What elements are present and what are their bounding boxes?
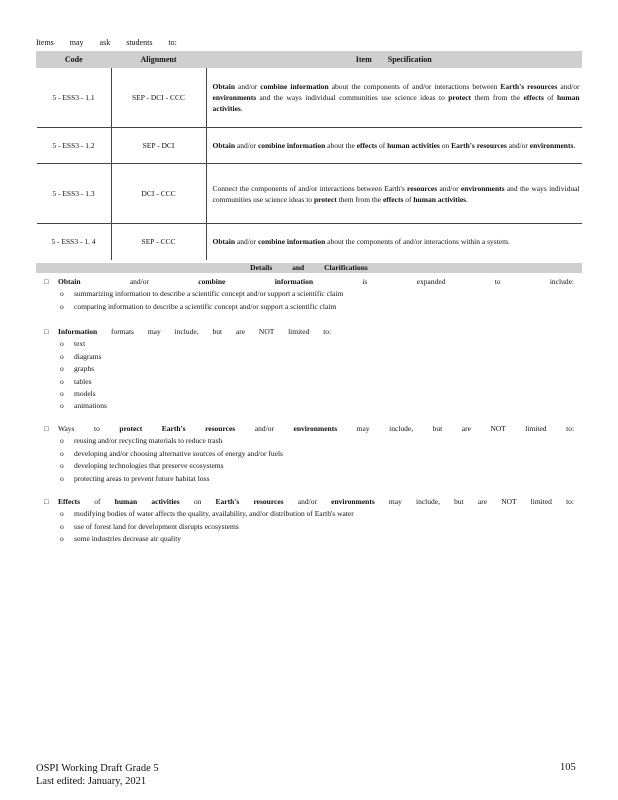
section-list — [44, 435, 574, 485]
row-alignment: SEP - DCI — [111, 128, 206, 164]
alignment-header: Alignment — [111, 52, 206, 68]
circle-bullet-icon: o — [60, 521, 64, 531]
circle-bullet-icon: o — [60, 534, 64, 544]
list-item: o modifying bodies of water affects the quality, availability, and/or distribution of Earth's water — [60, 508, 574, 520]
list-item: o developing technologies that preserve ecosystems — [60, 460, 574, 472]
list-item: o animations — [60, 400, 574, 412]
circle-bullet-icon: o — [60, 473, 64, 483]
section-list — [44, 508, 574, 545]
row-alignment: DCI - CCC — [111, 164, 206, 224]
circle-bullet-icon: o — [60, 436, 64, 446]
section-obtain — [44, 276, 574, 313]
list-item: o some industries decrease air quality — [60, 533, 574, 545]
list-item: o reusing and/or recycling materials to reduce trash — [60, 435, 574, 447]
section-ways-to-protect — [44, 423, 574, 485]
intro-text: Items may ask students to: — [36, 38, 177, 47]
row-alignment: SEP - DCI - CCC — [111, 68, 206, 128]
row-spec: Obtain and/or combine information about the components of and/or interactions within a system. — [212, 237, 510, 247]
section-head: □ Obtain and/or combine information is expanded to include: — [44, 276, 574, 288]
table-row — [37, 164, 582, 224]
list-item: o models — [60, 388, 574, 400]
checkbox-bullet-icon: □ — [44, 277, 49, 286]
list-item: o graphs — [60, 363, 574, 375]
circle-bullet-icon: o — [60, 364, 64, 374]
circle-bullet-icon: o — [60, 389, 64, 399]
item-spec-table — [36, 51, 582, 260]
row-spec: Obtain and/or combine information about the components of and/or interactions between Earth's resources and/or environments and the ways individual communities use science ideas to protect them from the effects of human activities. — [206, 68, 582, 128]
circle-bullet-icon: o — [60, 376, 64, 386]
checkbox-bullet-icon: □ — [44, 424, 49, 433]
footer-draft: OSPI Working Draft Grade 5 — [36, 763, 159, 774]
circle-bullet-icon: o — [60, 289, 64, 299]
list-item: o comparing information to describe a scientific concept and/or support a scientific claim — [60, 301, 574, 313]
table-row — [37, 68, 582, 128]
footer-left — [36, 762, 159, 788]
circle-bullet-icon: o — [60, 301, 64, 311]
section-list — [44, 288, 574, 313]
page-number: 105 — [560, 762, 576, 773]
section-head: □ Effects of human activities on Earth's resources and/or environments may include, but are NOT limited to: — [44, 496, 574, 508]
list-item: o text — [60, 338, 574, 350]
section-head: □ Information formats may include, but are NOT limited to: — [44, 326, 574, 338]
row-code: 5 - ESS3 - 1.2 — [37, 128, 112, 164]
section-list — [44, 338, 574, 412]
circle-bullet-icon: o — [60, 461, 64, 471]
checkbox-bullet-icon: □ — [44, 497, 49, 506]
section-effects — [44, 496, 574, 546]
circle-bullet-icon: o — [60, 351, 64, 361]
section-head: □ Ways to protect Earth's resources and/or environments may include, but are NOT limited to: — [44, 423, 574, 435]
row-code: 5 - ESS3 - 1.3 — [37, 164, 112, 224]
list-item: o diagrams — [60, 351, 574, 363]
row-code: 5 - ESS3 - 1. 4 — [37, 224, 112, 260]
table-row — [37, 224, 582, 260]
section-information-formats — [44, 326, 574, 413]
list-item: o summarizing information to describe a scientific concept and/or support a scientific claim — [60, 288, 574, 300]
circle-bullet-icon: o — [60, 401, 64, 411]
row-code: 5 - ESS3 - 1.1 — [37, 68, 112, 128]
spec-header: Item Specification — [206, 52, 582, 68]
checkbox-bullet-icon: □ — [44, 327, 49, 336]
clarifications-title: Details and Clarifications — [36, 263, 582, 273]
list-item: o developing and/or choosing alternative sources of energy and/or fuels — [60, 448, 574, 460]
table-header-row — [37, 52, 582, 68]
row-alignment: SEP - CCC — [111, 224, 206, 260]
list-item: o tables — [60, 376, 574, 388]
circle-bullet-icon: o — [60, 339, 64, 349]
circle-bullet-icon: o — [60, 509, 64, 519]
row-spec: Connect the components of and/or interactions between Earth's resources and/or environments and the ways individual communities use science ideas to protect them from the effects of human activities. — [206, 164, 582, 224]
row-spec: Obtain and/or combine information about the effects of human activities on Earth's resources and/or environments. — [206, 128, 582, 164]
circle-bullet-icon: o — [60, 448, 64, 458]
table-row — [37, 128, 582, 164]
code-header: Code — [37, 52, 112, 68]
footer-edited: Last edited: January, 2021 — [36, 776, 147, 787]
list-item: o protecting areas to prevent future habitat loss — [60, 473, 574, 485]
list-item: o use of forest land for development disrupts ecosystems — [60, 521, 574, 533]
